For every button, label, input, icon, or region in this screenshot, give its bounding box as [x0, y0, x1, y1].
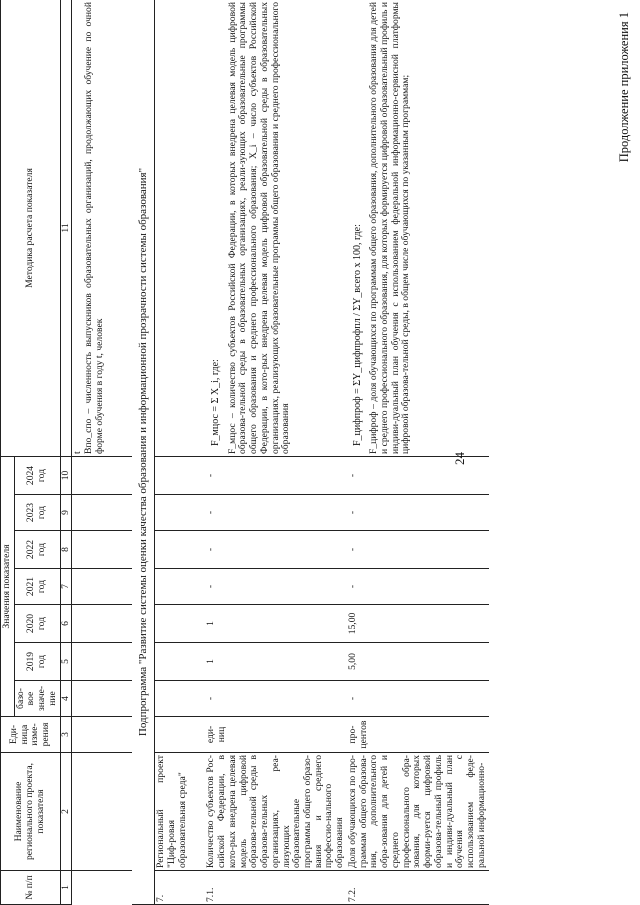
- row-2023: -: [205, 495, 347, 531]
- col-number: 7: [60, 569, 72, 605]
- row-num: 7.1.: [205, 871, 347, 905]
- row-num: 7.: [155, 871, 206, 905]
- col-number: 2: [60, 753, 72, 871]
- appendix-note: Продолжение приложения 1: [617, 12, 631, 163]
- col-number: 11: [60, 0, 72, 457]
- row-2020: 1: [205, 605, 347, 643]
- row-unit: про-центов: [347, 717, 489, 753]
- row-2022: -: [205, 531, 347, 569]
- header-values-group: Значения показателя: [1, 457, 15, 717]
- row-unit: еди-ниц: [205, 717, 347, 753]
- header-row-1: [1, 0, 15, 905]
- header-2023: 2023 год: [14, 495, 60, 531]
- row-method: [205, 0, 347, 457]
- table-row: [205, 0, 347, 905]
- row-base: -: [205, 681, 347, 717]
- col-number: 1: [60, 871, 72, 905]
- header-2019: 2019 год: [14, 643, 60, 681]
- header-name: Наименование регионального проекта, показателя: [1, 753, 61, 871]
- col-number: 3: [60, 717, 72, 753]
- row-2020: 15,00: [347, 605, 489, 643]
- row-2023: -: [347, 495, 489, 531]
- row-2021: -: [205, 569, 347, 605]
- column-number-row: [60, 0, 72, 905]
- header-2022: 2022 год: [14, 531, 60, 569]
- col-number: 4: [60, 681, 72, 717]
- row-2021: -: [347, 569, 489, 605]
- subprogram-title: Подпрограмма "Развитие системы оценки качества образования и информационной прозрачности системы образования": [132, 0, 155, 905]
- method-text: F_цифроф – доля обучающихся по программам общего образования, дополнительного образования для детей и среднего профессионального образования, для которых формируется цифровой образовательный профиль и индиви-дуальный план обучения с использованием федеральной информационно-сервисной платформы цифровой образова-тельной среды, в общем числе обучающихся по указанным программам;: [368, 2, 412, 454]
- header-2020: 2020 год: [14, 605, 60, 643]
- method-formula: F_мцос = Σ X_i, где:: [210, 359, 222, 446]
- header-method: Методика расчета показателя: [1, 0, 61, 457]
- row-base: -: [347, 681, 489, 717]
- continuation-text: t Впо_спо – численность выпускников образовательных организаций, продолжающих обучение по очной форме обучения в году t, человек: [72, 0, 133, 457]
- row-2022: -: [347, 531, 489, 569]
- row-method: [347, 0, 489, 457]
- table-row: [155, 0, 206, 905]
- col-number: 9: [60, 495, 72, 531]
- row-name: Региональный проект "Циф-ровая образовательная среда": [155, 753, 206, 871]
- col-number: 5: [60, 643, 72, 681]
- continuation-row: [72, 0, 133, 905]
- method-formula: F_цифпроф = ΣY_цифпрофпл / ΣY_всего x 100, где:: [351, 224, 363, 446]
- header-unit: Еди-ница изме-рения: [1, 717, 61, 753]
- header-2024: 2024 год: [14, 457, 60, 495]
- col-number: 10: [60, 457, 72, 495]
- row-2019: 5,00: [347, 643, 489, 681]
- row-name: Доля обучающихся по про-граммам общего образова-ния, дополнительного обра-зования для детей и среднего профессионального обра-зования, для которых форми-руется цифровой образова-тельный профиль и индиви-дуальный план обучения с использованием феде-ральной информационно-: [347, 753, 489, 871]
- row-2019: 1: [205, 643, 347, 681]
- col-number: 6: [60, 605, 72, 643]
- row-num: 7.2.: [347, 871, 489, 905]
- method-text: F_мцос – количество субъектов Российской Федерации, в которых внедрена целевая модель цифровой образова-тельной среды в образовательных организациях, реали-зующих образовательные программы общего образования и среднего профессионального образования; X_i – число субъектов Российской Федерации, в кото-рых внедрена целевая модель цифровой образовательной среды в образовательных организациях, реализующих образовательные программы общего образования и среднего профессионального образования: [226, 2, 292, 454]
- row-name: Количество субъектов Рос-сийской Федерации, в кото-рых внедрена целевая модель цифровой образова-тельной среды в образова-тельных организациях, реа-лизующих образовательные программы общего образо-вания и среднего профессио-нального образования: [205, 753, 347, 871]
- subprogram-row: [132, 0, 155, 905]
- col-number: 8: [60, 531, 72, 569]
- header-2021: 2021 год: [14, 569, 60, 605]
- header-num: № п/п: [1, 871, 61, 905]
- page-number: 24: [452, 452, 467, 465]
- header-base: базо-вое значе-ние: [14, 681, 60, 717]
- row-2024: -: [347, 457, 489, 495]
- row-2024: -: [205, 457, 347, 495]
